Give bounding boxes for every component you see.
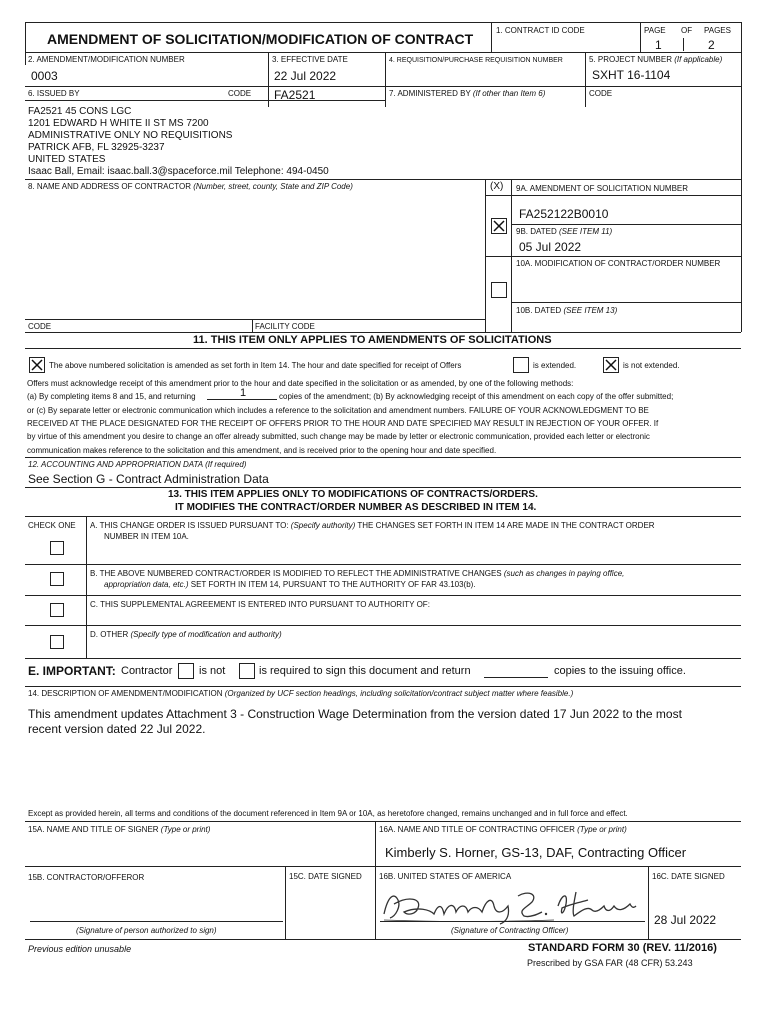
item5-label: 5. PROJECT NUMBER (If applicable) <box>589 55 723 64</box>
item13b-line2: appropriation data, etc.) SET FORTH IN ITEM 14, PURSUANT TO THE AUTHORITY OF FAR 43.103(b). <box>104 580 476 589</box>
item15c-label: 15C. DATE SIGNED <box>289 872 362 881</box>
copies-returned-value: 1 <box>240 387 247 399</box>
issuer-line: ADMINISTRATIVE ONLY NO REQUISITIONS <box>28 130 233 141</box>
item13a-line1: A. THIS CHANGE ORDER IS ISSUED PURSUANT TO: (Specify authority) THE CHANGES SET FORTH IN ITEM 14 ARE MADE IN THE CONTRACT ORDER <box>90 521 655 530</box>
prescribed-label: Prescribed by GSA FAR (48 CFR) 53.243 <box>527 958 693 968</box>
except-text: Except as provided herein, all terms and conditions of the document referenced in Item 9A or 10A, as heretofore changed, remains unchanged and in full force and effect. <box>28 809 628 818</box>
item6-label: 6. ISSUED BY <box>28 89 80 98</box>
item2-label: 2. AMENDMENT/MODIFICATION NUMBER <box>28 55 185 64</box>
issuer-line: PATRICK AFB, FL 32925-3237 <box>28 142 165 153</box>
item7-code-label: CODE <box>589 89 613 98</box>
item13c-checkbox[interactable] <box>50 603 64 617</box>
item13b-checkbox[interactable] <box>50 572 64 586</box>
is-not-checkbox[interactable] <box>178 663 194 679</box>
item16a-value: Kimberly S. Horner, GS-13, DAF, Contracting Officer <box>385 845 687 860</box>
previous-edition-note: Previous edition unusable <box>28 944 132 954</box>
is-required-checkbox[interactable] <box>239 663 255 679</box>
item11-para-line: communication makes reference to the solicitation and this amendment, and is received prior to the opening hour and date specified. <box>27 446 497 455</box>
sig15-caption: (Signature of person authorized to sign) <box>76 926 217 935</box>
x-label: (X) <box>490 181 504 192</box>
item14-label: 14. DESCRIPTION OF AMENDMENT/MODIFICATION (Organized by UCF section headings, including solicitation/contract subject matter where feasible.) <box>28 689 574 698</box>
item7-label: 7. ADMINISTERED BY (If other than Item 6) <box>389 89 546 98</box>
item16c-label: 16C. DATE SIGNED <box>652 872 725 881</box>
item11-para-line: Offers must acknowledge receipt of this amendment prior to the hour and date specified in the solicitation or as amended, by one of the following methods: <box>27 379 574 388</box>
item1-label: 1. CONTRACT ID CODE <box>496 26 585 35</box>
important-label: E. IMPORTANT: <box>28 664 116 678</box>
sig16-caption: (Signature of Contracting Officer) <box>451 926 569 935</box>
contractor-text: Contractor <box>121 665 173 677</box>
item8-label: 8. NAME AND ADDRESS OF CONTRACTOR (Number, street, county, State and ZIP Code) <box>28 182 353 191</box>
item8-code-label: CODE <box>28 322 52 331</box>
item14-line2: recent version dated 22 Jul 2022. <box>28 722 206 736</box>
item6-code-label: CODE <box>228 89 252 98</box>
is-not-extended-checkbox[interactable] <box>603 357 619 373</box>
item6-code-value: FA2521 <box>274 88 316 102</box>
is-required-text: is required to sign this document and return <box>259 665 471 677</box>
item3-value: 22 Jul 2022 <box>274 69 337 83</box>
item13c-label: C. THIS SUPPLEMENTAL AGREEMENT IS ENTERED INTO PURSUANT TO AUTHORITY OF: <box>90 600 430 609</box>
is-not-extended-label: is not extended. <box>623 361 680 370</box>
item9a-label: 9A. AMENDMENT OF SOLICITATION NUMBER <box>516 184 689 193</box>
item16a-label: 16A. NAME AND TITLE OF CONTRACTING OFFICER (Type or print) <box>379 825 627 834</box>
issuer-address <box>28 106 329 178</box>
is-extended-checkbox[interactable] <box>513 357 529 373</box>
item11-line1: The above numbered solicitation is amended as set forth in Item 14. The hour and date specified for receipt of Offers <box>49 361 462 370</box>
item13d-checkbox[interactable] <box>50 635 64 649</box>
checked-x-icon <box>30 358 44 372</box>
item9b-value: 05 Jul 2022 <box>519 240 582 254</box>
item9b-label: 9B. DATED (SEE ITEM 11) <box>516 227 613 236</box>
item16c-value: 28 Jul 2022 <box>654 913 717 927</box>
issuer-line: FA2521 45 CONS LGC <box>28 106 132 117</box>
item13-header-2: IT MODIFIES THE CONTRACT/ORDER NUMBER AS DESCRIBED IN ITEM 14. <box>175 502 537 513</box>
facility-code-label: FACILITY CODE <box>255 322 315 331</box>
item11-para-line: (a) By completing items 8 and 15, and returning <box>27 392 196 401</box>
checked-x-icon <box>492 219 506 233</box>
issuer-line: Isaac Ball, Email: isaac.ball.3@spaceforce.mil Telephone: 494-0450 <box>28 166 329 177</box>
item11-para-line: copies of the amendment; (b) By acknowledging receipt of this amendment on each copy of the offer submitted; <box>279 392 674 401</box>
item10-checkbox[interactable] <box>491 282 507 298</box>
item11-para-line: by virtue of this amendment you desire to change an offer already submitted, such change may be made by letter or electronic communication, provided each letter or electronic <box>27 432 650 441</box>
item13-header-1: 13. THIS ITEM APPLIES ONLY TO MODIFICATIONS OF CONTRACTS/ORDERS. <box>168 489 538 500</box>
item10b-label: 10B. DATED (SEE ITEM 13) <box>516 306 618 315</box>
item9-checkbox[interactable] <box>491 218 507 234</box>
checked-x-icon <box>604 358 618 372</box>
item12-label: 12. ACCOUNTING AND APPROPRIATION DATA (If required) <box>28 460 247 469</box>
item3-label: 3. EFFECTIVE DATE <box>272 55 348 64</box>
item12-value: See Section G - Contract Administration Data <box>28 472 269 486</box>
form-title: AMENDMENT OF SOLICITATION/MODIFICATION OF CONTRACT <box>47 31 474 47</box>
item16b-label: 16B. UNITED STATES OF AMERICA <box>379 872 512 881</box>
item13a-checkbox[interactable] <box>50 541 64 555</box>
issuer-line: 1201 EDWARD H WHITE II ST MS 7200 <box>28 118 209 129</box>
item4-label: 4. REQUISITION/PURCHASE REQUISITION NUMBER <box>389 57 563 64</box>
check-one-label: CHECK ONE <box>28 521 76 530</box>
item11-para-line: or (c) By separate letter or electronic communication which includes a reference to the solicitation and amendment numbers. FAILURE OF YOUR ACKNOWLEDGMENT TO BE <box>27 406 649 415</box>
page-value: 1 <box>655 38 662 52</box>
item10a-label: 10A. MODIFICATION OF CONTRACT/ORDER NUMBER <box>516 259 721 268</box>
item13b-line1: B. THE ABOVE NUMBERED CONTRACT/ORDER IS MODIFIED TO REFLECT THE ADMINISTRATIVE CHANGES (such as changes in paying office, <box>90 569 625 578</box>
is-not-text: is not <box>199 665 226 677</box>
item11-header: 11. THIS ITEM ONLY APPLIES TO AMENDMENTS OF SOLICITATIONS <box>193 334 552 346</box>
copies-text: copies to the issuing office. <box>554 665 686 677</box>
is-extended-label: is extended. <box>533 361 577 370</box>
item14-line1: This amendment updates Attachment 3 - Construction Wage Determination from the version dated 17 Jun 2022 to the most <box>28 707 682 721</box>
item11-amended-checkbox[interactable] <box>29 357 45 373</box>
pages-label: PAGES <box>704 26 731 35</box>
item13a-line2: NUMBER IN ITEM 10A. <box>104 532 189 541</box>
item2-value: 0003 <box>31 69 58 83</box>
item9a-value: FA252122B0010 <box>519 207 609 221</box>
of-label: OF <box>681 26 693 35</box>
item11-para-line: RECEIVED AT THE PLACE DESIGNATED FOR THE RECEIPT OF OFFERS PRIOR TO THE HOUR AND DATE SPECIFIED MAY RESULT IN REJECTION OF YOUR OFFER. If <box>27 419 659 428</box>
pages-value: 2 <box>708 38 715 52</box>
issuer-line: UNITED STATES <box>28 154 106 165</box>
item15a-label: 15A. NAME AND TITLE OF SIGNER (Type or print) <box>28 825 211 834</box>
item15b-label: 15B. CONTRACTOR/OFFEROR <box>28 873 145 882</box>
standard-form-label: STANDARD FORM 30 (REV. 11/2016) <box>528 942 717 954</box>
page-label: PAGE <box>644 26 666 35</box>
item13d-label: D. OTHER (Specify type of modification and authority) <box>90 630 282 639</box>
item5-value: SXHT 16-1104 <box>592 68 671 82</box>
contracting-officer-signature <box>378 886 640 926</box>
